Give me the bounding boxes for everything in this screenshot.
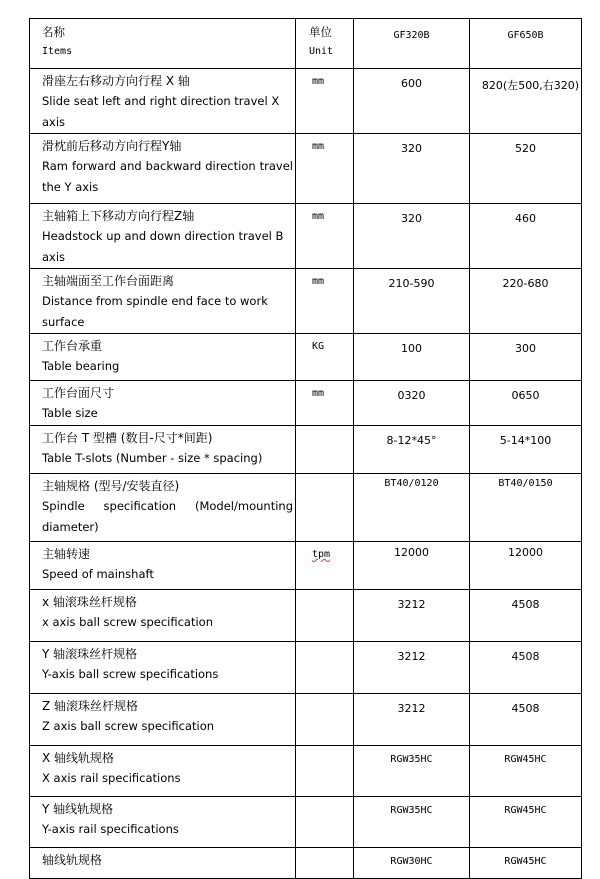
item-name-cell [30,204,296,269]
item-name-en: x axis ball screw specification [42,615,214,629]
unit-cell [296,694,354,746]
model-b-value: 220-680 [470,269,582,334]
item-name-en: X axis rail specifications [42,771,181,785]
item-name-cell [30,542,296,590]
model-a-value: BT40/0120 [354,474,470,542]
header-name-en: Items [42,46,73,57]
item-name-cell [30,746,296,797]
spec-table [29,18,582,879]
item-name-cell [30,269,296,334]
item-name-cell [30,134,296,204]
item-name-cn: Y 轴滚珠丝杆规格 [42,647,138,661]
item-name-cell [30,694,296,746]
model-a-value: 320 [354,204,470,269]
model-b-value: 12000 [470,542,582,590]
model-a-value: 210-590 [354,269,470,334]
item-name-cell [30,334,296,381]
item-name-cn: 主轴箱上下移动方向行程Z轴 [42,209,195,223]
unit-value: mm [312,141,325,152]
unit-cell [296,542,354,590]
table-row [30,269,582,334]
item-name-cn: Z 轴滚珠丝杆规格 [42,699,139,713]
model-a-value: RGW30HC [354,848,470,879]
item-name-cn: 滑座左右移动方向行程 X 轴 [42,74,190,88]
item-name-cell [30,474,296,542]
table-row [30,848,582,879]
model-a-value: RGW35HC [354,797,470,848]
table-row [30,746,582,797]
item-name-en: Slide seat left and right direction travel X axis [42,94,280,129]
header-unit-cn: 单位 [309,25,332,39]
item-name-cell [30,426,296,474]
table-row [30,426,582,474]
unit-cell [296,426,354,474]
unit-value: mm [312,76,325,87]
item-name-cn: x 轴滚珠丝杆规格 [42,595,137,609]
model-a-value: RGW35HC [354,746,470,797]
item-name-cell [30,797,296,848]
unit-value: mm [312,211,325,222]
model-b-value: 460 [470,204,582,269]
item-name-cell [30,642,296,694]
model-a-value: 12000 [354,542,470,590]
item-name-en: Distance from spindle end face to work surface [42,294,268,329]
item-name-cn: 工作台面尺寸 [42,386,115,400]
item-name-en: Table T-slots (Number - size * spacing) [42,451,263,465]
item-name-en: Speed of mainshaft [42,567,154,581]
item-name-en: Y-axis rail specifications [42,822,179,836]
unit-cell [296,381,354,426]
unit-cell [296,746,354,797]
header-model-b: GF650B [470,19,582,69]
unit-cell [296,797,354,848]
model-b-value: 4508 [470,642,582,694]
unit-cell [296,642,354,694]
model-a-value: 3212 [354,642,470,694]
item-name-cn: X 轴线轨规格 [42,751,115,765]
model-a-value: 3212 [354,694,470,746]
item-name-en: Y-axis ball screw specifications [42,667,219,681]
table-row [30,694,582,746]
model-b-value: 4508 [470,590,582,642]
item-name-cn: Y 轴线轨规格 [42,802,114,816]
item-name-cell [30,381,296,426]
item-name-cell [30,590,296,642]
unit-cell [296,134,354,204]
model-b-value: RGW45HC [470,848,582,879]
item-name-en: Table size [42,406,98,420]
table-row [30,381,582,426]
table-row [30,474,582,542]
model-a-value: 100 [354,334,470,381]
model-a-value: 320 [354,134,470,204]
unit-cell [296,69,354,134]
item-name-cn: 滑枕前后移动方向行程Y轴 [42,139,182,153]
model-a-value: 3212 [354,590,470,642]
model-b-value: 300 [470,334,582,381]
table-row [30,69,582,134]
table-row [30,542,582,590]
item-name-cell [30,69,296,134]
item-name-en: Ram forward and backward direction travel the Y axis [42,159,293,194]
model-b-value: RGW45HC [470,797,582,848]
model-a-value: 0320 [354,381,470,426]
unit-value: mm [312,276,325,287]
item-name-en: Spindle specification (Model/mounting diameter) [42,499,293,534]
unit-cell [296,590,354,642]
model-b-value: 520 [470,134,582,204]
table-row [30,134,582,204]
model-b-value: 5-14*100 [470,426,582,474]
table-row [30,334,582,381]
unit-cell [296,334,354,381]
item-name-cn: 轴线轨规格 [42,853,103,867]
header-name-cn: 名称 [42,25,65,39]
item-name-cell [30,848,296,879]
item-name-cn: 工作台承重 [42,339,103,353]
unit-value: mm [312,388,325,399]
header-unit-en: Unit [309,46,334,57]
item-name-cn: 主轴转速 [42,547,91,561]
unit-cell [296,269,354,334]
unit-value: KG [312,341,325,352]
table-row [30,590,582,642]
header-model-a: GF320B [354,19,470,69]
model-a-value: 600 [354,69,470,134]
table-row [30,204,582,269]
item-name-cn: 工作台 T 型槽 (数目-尺寸*间距) [42,431,213,445]
model-b-value: 4508 [470,694,582,746]
item-name-en: Table bearing [42,359,120,373]
unit-value: tpm [312,549,331,560]
header-row [30,19,582,69]
table-row [30,642,582,694]
unit-cell [296,848,354,879]
model-b-value: RGW45HC [470,746,582,797]
header-unit-cell [296,19,354,69]
model-a-value: 8-12*45° [354,426,470,474]
unit-cell [296,204,354,269]
item-name-en: Headstock up and down direction travel B axis [42,229,284,264]
header-name-cell [30,19,296,69]
unit-cell [296,474,354,542]
item-name-cn: 主轴端面至工作台面距离 [42,274,175,288]
item-name-en: Z axis ball screw specification [42,719,215,733]
model-b-value: 0650 [470,381,582,426]
model-b-value: BT40/0150 [470,474,582,542]
table-row [30,797,582,848]
model-b-value: 820(左500,右320) [470,69,582,134]
item-name-cn: 主轴规格 (型号/安装直径) [42,479,180,493]
